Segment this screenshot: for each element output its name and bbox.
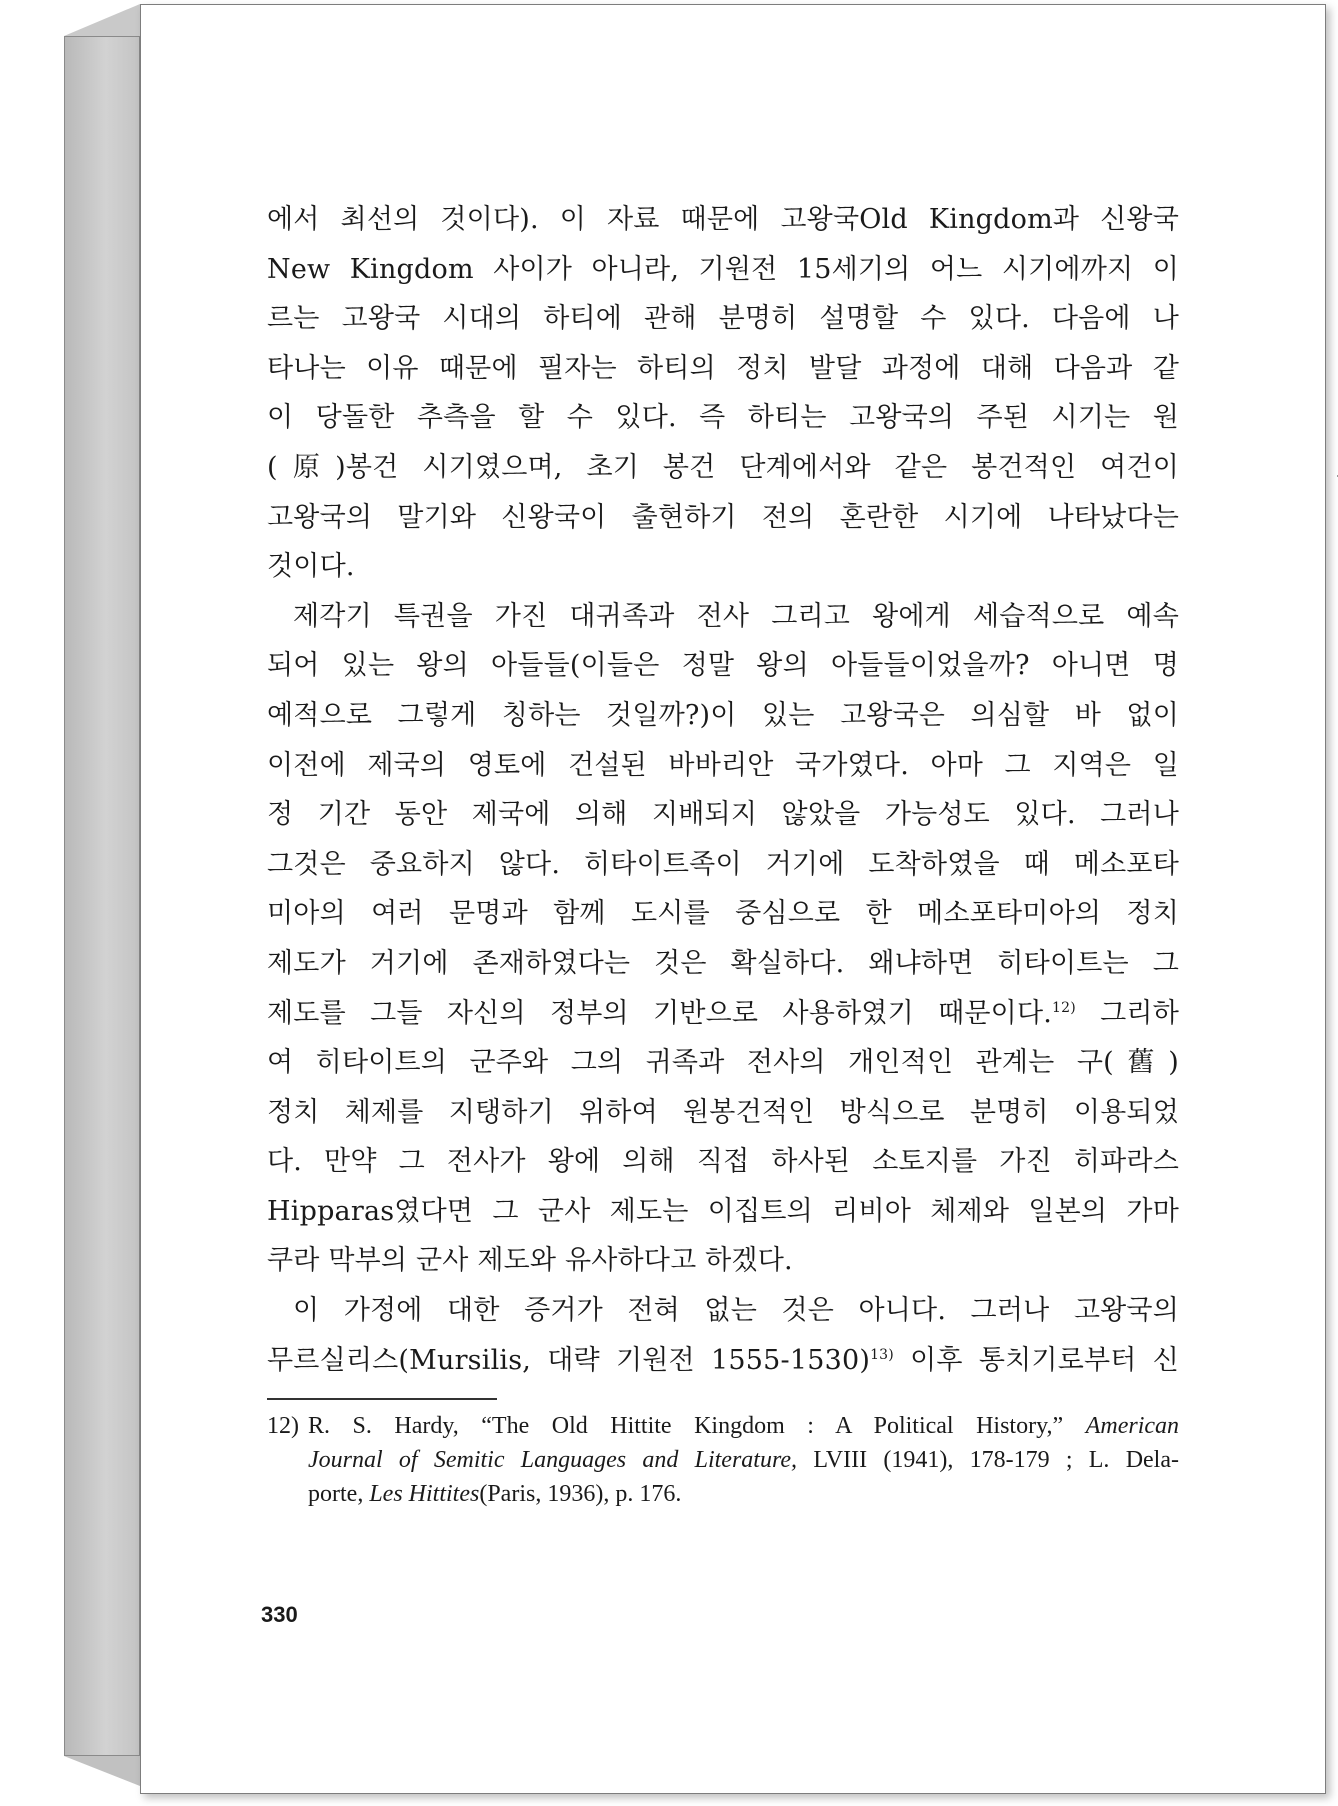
footnote-line <box>267 1443 1179 1477</box>
text-segment: 무르실리스(Mursilis, 대략 기원전 1555-1530) <box>267 1344 871 1376</box>
text-line: 제각기 특권을 가진 대귀족과 전사 그리고 왕에게 세습적으로 예속 <box>293 600 1179 632</box>
text-line: Hipparas였다면 그 군사 제도는 이집트의 리비아 체제와 일본의 가마 <box>267 1195 1179 1227</box>
text-line: (原)봉건 시기였으며, 초기 봉건 단계에서와 같은 봉건적인 여건이 <box>267 451 1179 483</box>
footnote-text: R. S. Hardy, “The Old Hittite Kingdom : A Political History,” <box>308 1413 1064 1439</box>
book-spine-bottom <box>64 1756 140 1786</box>
text-line: 정 기간 동안 제국에 의해 지배되지 않았을 가능성도 있다. 그러나 <box>267 799 1179 831</box>
book-page <box>140 4 1326 1794</box>
footnote-text: LVIII (1941), 178-179 ; L. Dela- <box>797 1447 1179 1473</box>
footnote-ref: 12) <box>1052 999 1076 1016</box>
text-line: 르는 고왕국 시대의 하티에 관해 분명히 설명할 수 있다. 다음에 나 <box>267 303 1179 335</box>
text-line: 에서 최선의 것이다). 이 자료 때문에 고왕국Old Kingdom과 신왕국 <box>267 204 1179 235</box>
footnote-divider <box>267 1398 497 1400</box>
footnote-text: porte, <box>308 1481 370 1507</box>
text-line: 미아의 여러 문명과 함께 도시를 중심으로 한 메소포타미아의 정치 <box>267 898 1179 930</box>
footnote-journal: American <box>1085 1413 1180 1439</box>
footnote-line <box>267 1477 1179 1511</box>
text-line-with-note <box>267 1336 1179 1386</box>
text-line: 고왕국의 말기와 신왕국이 출현하기 전의 혼란한 시기에 나타났다는 <box>267 501 1179 533</box>
text-line: 여 히타이트의 군주와 그의 귀족과 전사의 개인적인 관계는 구(舊) <box>267 1047 1179 1079</box>
text-line: 타나는 이유 때문에 필자는 하티의 정치 발달 과정에 대해 다음과 같 <box>267 352 1179 384</box>
text-line: 이전에 제국의 영토에 건설된 바바리안 국가였다. 아마 그 지역은 일 <box>267 749 1179 781</box>
footnotes <box>267 1409 1179 1511</box>
text-line: 쿠라 막부의 군사 제도와 유사하다고 하겠다. <box>267 1245 793 1277</box>
text-line: 다. 만약 그 전사가 왕에 의해 직접 하사된 소토지를 가진 히파라스 <box>267 1146 1179 1178</box>
text-line: 것이다. <box>267 551 355 583</box>
text-line: New Kingdom 사이가 아니라, 기원전 15세기의 어느 시기에까지 이 <box>267 253 1179 285</box>
footnote-number: 12) <box>267 1413 299 1439</box>
text-segment: 그리하 <box>1075 997 1179 1029</box>
text-line: 이 가정에 대한 증거가 전혀 없는 것은 아니다. 그러나 고왕국의 <box>293 1295 1179 1327</box>
text-line: 예적으로 그렇게 칭하는 것일까?)이 있는 고왕국은 의심할 바 없이 <box>267 699 1179 731</box>
text-line: 그것은 중요하지 않다. 히타이트족이 거기에 도착하였을 때 메소포타 <box>267 848 1179 880</box>
text-line-with-note <box>267 989 1179 1039</box>
footnote-line <box>267 1409 1179 1443</box>
text-segment: 제도를 그들 자신의 정부의 기반으로 사용하였기 때문이다. <box>267 997 1053 1029</box>
footnote-ref: 13) <box>870 1346 894 1363</box>
text-line: 제도가 거기에 존재하였다는 것은 확실하다. 왜냐하면 히타이트는 그 <box>267 947 1179 979</box>
footnote-journal: Journal of Semitic Languages and Literature, <box>308 1447 798 1473</box>
book-spine <box>64 36 140 1756</box>
text-line: 되어 있는 왕의 아들들(이들은 정말 왕의 아들들이었을까? 아니면 명 <box>267 650 1179 682</box>
text-line: 정치 체제를 지탱하기 위하여 원봉건적인 방식으로 분명히 이용되었 <box>267 1096 1179 1128</box>
text-line: 이 당돌한 추측을 할 수 있다. 즉 하티는 고왕국의 주된 시기는 원 <box>267 402 1179 434</box>
footnote-book-title: Les Hittites <box>369 1481 480 1507</box>
body-text <box>267 195 1179 1385</box>
text-segment: 이후 통치기로부터 신 <box>893 1344 1179 1376</box>
footnote-text: (Paris, 1936), p. 176. <box>479 1481 682 1507</box>
book-spine-top <box>64 4 140 36</box>
page-number: 330 <box>261 1602 298 1627</box>
